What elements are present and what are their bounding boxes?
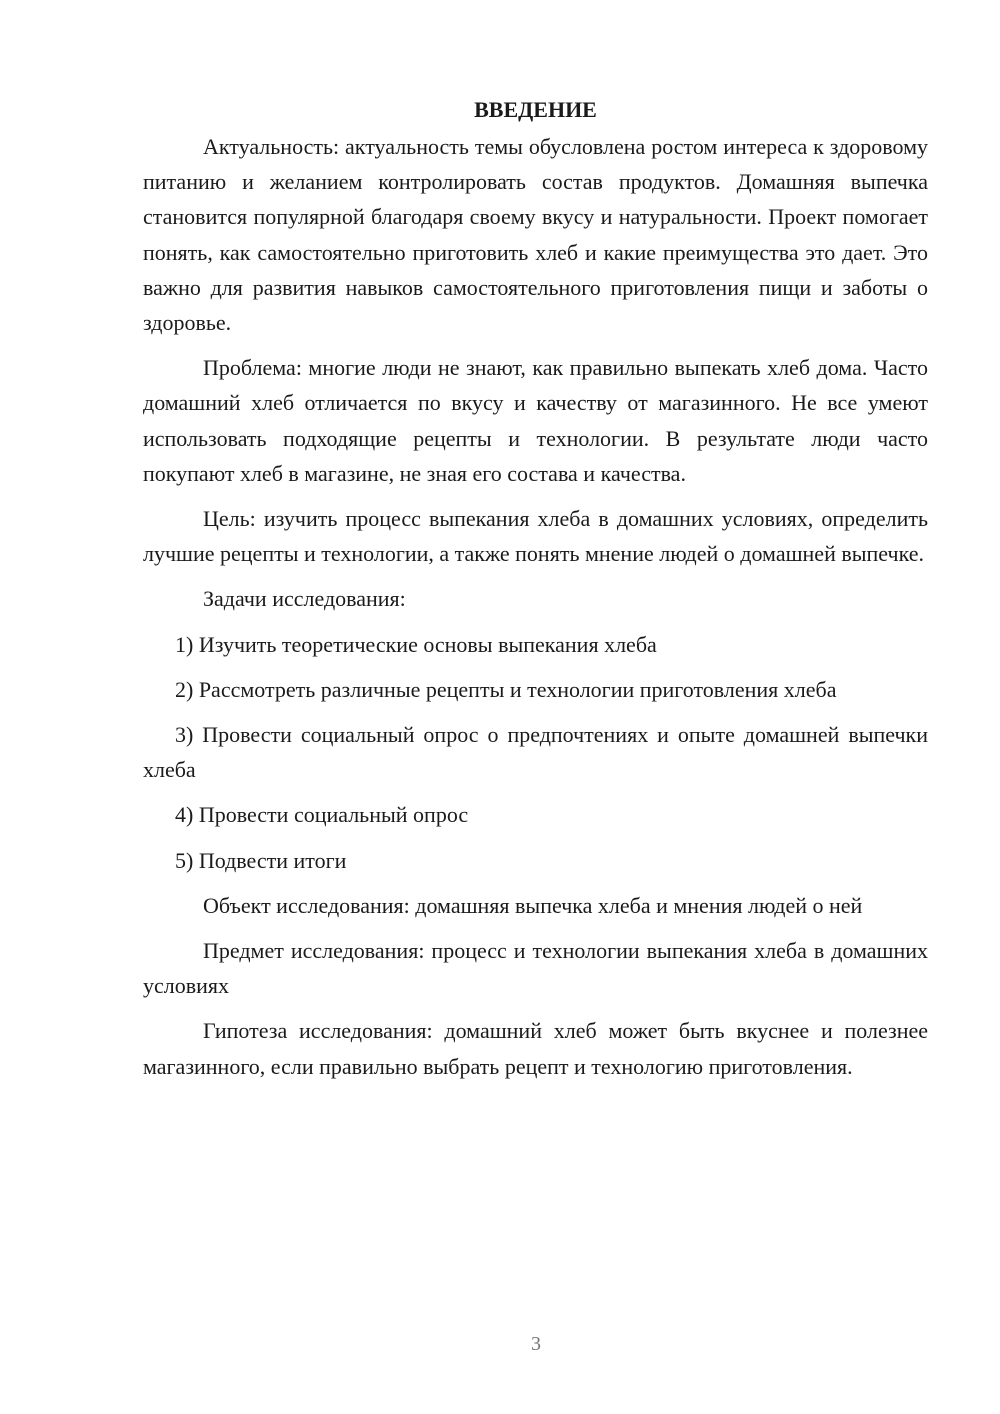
page-number: 3: [531, 1333, 541, 1355]
hypothesis-paragraph: Гипотеза исследования: домашний хлеб может быть вкуснее и полезнее магазинного, если правильно выбрать рецепт и технологию приготовления.: [143, 1018, 928, 1079]
object-paragraph: Объект исследования: домашняя выпечка хлеба и мнения людей о ней: [203, 892, 863, 918]
document-page: [143, 92, 928, 1094]
problem-paragraph: Проблема: многие люди не знают, как правильно выпекать хлеб дома. Часто домашний хлеб отличается по вкусу и качеству от магазинного. Не все умеют использовать подходящие рецепты и технологии. В результате люди часто покупают хлеб в магазине, не зная его состава и качества.: [143, 355, 928, 486]
task-item: 1) Изучить теоретические основы выпекания хлеба: [175, 631, 657, 657]
task-item: 2) Рассмотреть различные рецепты и технологии приготовления хлеба: [175, 676, 837, 702]
goal-paragraph: Цель: изучить процесс выпекания хлеба в домашних условиях, определить лучшие рецепты и технологии, а также понять мнение людей о домашней выпечке.: [143, 506, 928, 567]
task-item: 3) Провести социальный опрос о предпочтениях и опыте домашней выпечки хлеба: [143, 722, 928, 783]
relevance-paragraph: Актуальность: актуальность темы обусловлена ростом интереса к здоровому питанию и желанием контролировать состав продуктов. Домашняя выпечка становится популярной благодаря своему вкусу и натуральности. Проект помогает понять, как самостоятельно приготовить хлеб и какие преимущества это дает. Это важно для развития навыков самостоятельного приготовления пищи и заботы о здоровье.: [143, 134, 928, 336]
tasks-title: Задачи исследования:: [203, 586, 406, 612]
subject-paragraph: Предмет исследования: процесс и технологии выпекания хлеба в домашних условиях: [143, 938, 928, 999]
task-item: 5) Подвести итоги: [175, 847, 347, 873]
section-heading: ВВЕДЕНИЕ: [474, 97, 597, 122]
task-item: 4) Провести социальный опрос: [175, 802, 469, 828]
tasks-list: [143, 627, 928, 878]
